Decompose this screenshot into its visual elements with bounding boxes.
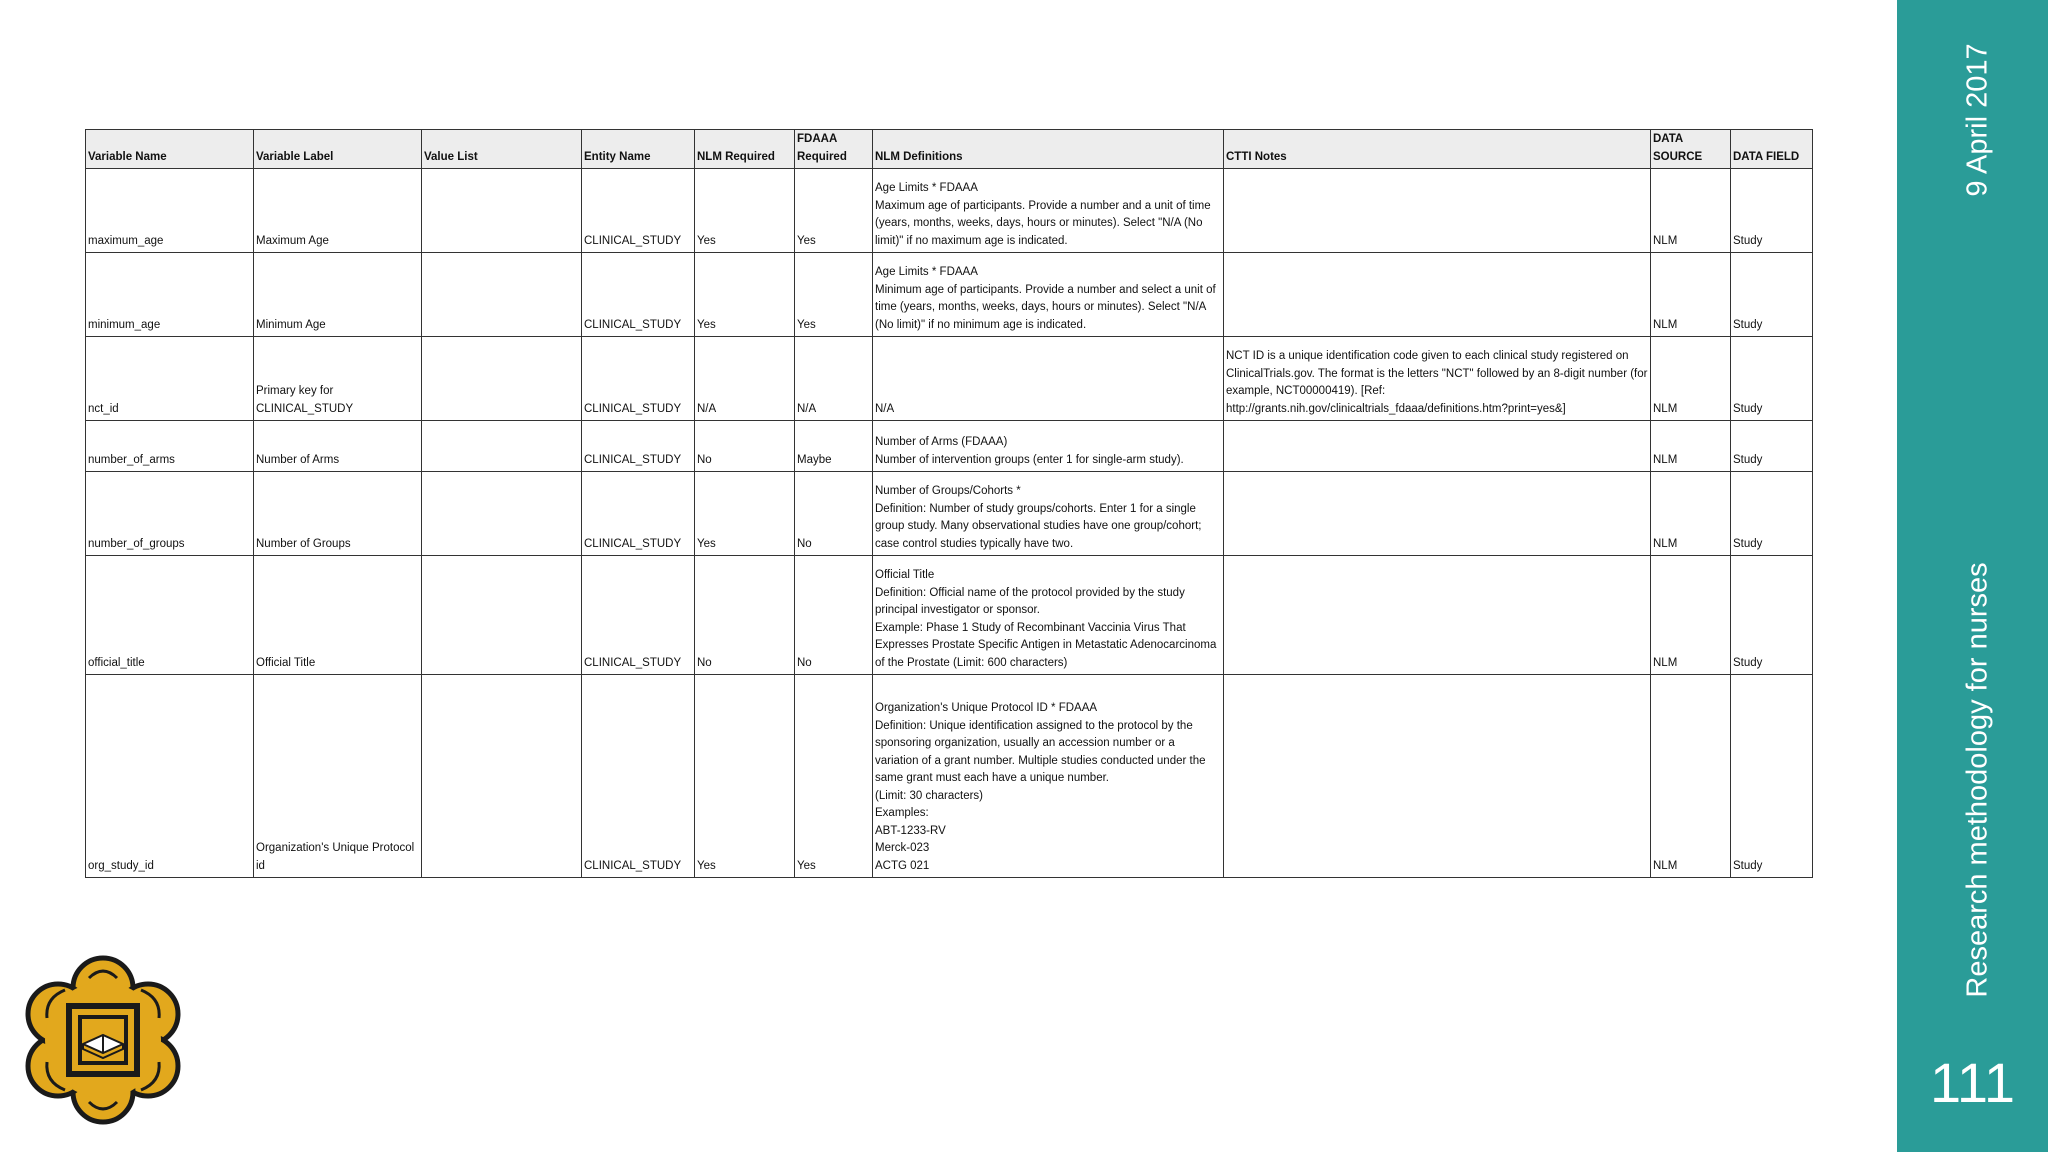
- cell-variable-label: Maximum Age: [254, 169, 422, 253]
- cell-variable-label: Number of Groups: [254, 472, 422, 556]
- header-ctti-notes: CTTI Notes: [1224, 130, 1651, 169]
- cell-data-source: NLM: [1651, 472, 1731, 556]
- header-nlm-required: NLM Required: [695, 130, 795, 169]
- cell-data-field: Study: [1731, 472, 1813, 556]
- cell-nlm-definitions: Age Limits * FDAAA Minimum age of participants. Provide a number and select a unit of time (years, months, weeks, days, hours or minutes). Select "N/A (No limit)" if no minimum age is indicated.: [873, 253, 1224, 337]
- cell-fdaaa-required: N/A: [795, 337, 873, 421]
- cell-data-field: Study: [1731, 421, 1813, 472]
- cell-entity-name: CLINICAL_STUDY: [582, 472, 695, 556]
- cell-ctti-notes: [1224, 675, 1651, 878]
- cell-variable-name: org_study_id: [86, 675, 254, 878]
- cell-fdaaa-required: Maybe: [795, 421, 873, 472]
- cell-variable-name: official_title: [86, 556, 254, 675]
- cell-variable-name: nct_id: [86, 337, 254, 421]
- page-number: 111: [1929, 1051, 2016, 1114]
- cell-variable-label: Primary key for CLINICAL_STUDY: [254, 337, 422, 421]
- table-row: [86, 472, 1813, 556]
- cell-ctti-notes: [1224, 556, 1651, 675]
- cell-entity-name: CLINICAL_STUDY: [582, 675, 695, 878]
- cell-entity-name: CLINICAL_STUDY: [582, 337, 695, 421]
- cell-data-field: Study: [1731, 337, 1813, 421]
- cell-fdaaa-required: Yes: [795, 169, 873, 253]
- cell-entity-name: CLINICAL_STUDY: [582, 253, 695, 337]
- header-variable-name: Variable Name: [86, 130, 254, 169]
- cell-value-list: [422, 253, 582, 337]
- cell-nlm-definitions: N/A: [873, 337, 1224, 421]
- cell-nlm-required: N/A: [695, 337, 795, 421]
- slide-footer-title: Research methodology for nurses: [1961, 562, 1994, 998]
- cell-data-field: Study: [1731, 675, 1813, 878]
- cell-variable-name: number_of_groups: [86, 472, 254, 556]
- cell-variable-label: Minimum Age: [254, 253, 422, 337]
- cell-value-list: [422, 337, 582, 421]
- cell-ctti-notes: [1224, 472, 1651, 556]
- cell-variable-name: number_of_arms: [86, 421, 254, 472]
- data-dictionary-table: [85, 129, 1813, 878]
- cell-value-list: [422, 421, 582, 472]
- cell-value-list: [422, 675, 582, 878]
- cell-data-field: Study: [1731, 556, 1813, 675]
- table-row: [86, 253, 1813, 337]
- cell-nlm-definitions: Number of Arms (FDAAA) Number of intervention groups (enter 1 for single-arm study).: [873, 421, 1224, 472]
- cell-data-field: Study: [1731, 169, 1813, 253]
- table-row: [86, 337, 1813, 421]
- cell-nlm-required: No: [695, 421, 795, 472]
- table-row: [86, 675, 1813, 878]
- header-nlm-definitions: NLM Definitions: [873, 130, 1224, 169]
- cell-entity-name: CLINICAL_STUDY: [582, 421, 695, 472]
- cell-nlm-definitions: Number of Groups/Cohorts * Definition: Number of study groups/cohorts. Enter 1 for a single group study. Many observational studies have one group/cohort; case control studies typically have two.: [873, 472, 1224, 556]
- cell-variable-label: Official Title: [254, 556, 422, 675]
- cell-fdaaa-required: Yes: [795, 675, 873, 878]
- header-entity-name: Entity Name: [582, 130, 695, 169]
- university-crest-icon: [18, 955, 208, 1125]
- header-value-list: Value List: [422, 130, 582, 169]
- cell-variable-label: Number of Arms: [254, 421, 422, 472]
- slide-date: 9 April 2017: [1961, 43, 1994, 197]
- cell-nlm-required: No: [695, 556, 795, 675]
- cell-ctti-notes: [1224, 253, 1651, 337]
- cell-entity-name: CLINICAL_STUDY: [582, 556, 695, 675]
- header-data-field: DATA FIELD: [1731, 130, 1813, 169]
- cell-data-field: Study: [1731, 253, 1813, 337]
- cell-ctti-notes: [1224, 421, 1651, 472]
- cell-fdaaa-required: Yes: [795, 253, 873, 337]
- table-row: [86, 421, 1813, 472]
- cell-value-list: [422, 556, 582, 675]
- cell-fdaaa-required: No: [795, 556, 873, 675]
- header-variable-label: Variable Label: [254, 130, 422, 169]
- cell-data-source: NLM: [1651, 253, 1731, 337]
- table-row: [86, 556, 1813, 675]
- table-row: [86, 169, 1813, 253]
- header-data-source: DATA SOURCE: [1651, 130, 1731, 169]
- cell-ctti-notes: NCT ID is a unique identification code given to each clinical study registered on ClinicalTrials.gov. The format is the letters "NCT" followed by an 8-digit number (for example, NCT00000419). [Ref: http://grants.nih.gov/clinicaltrials_fdaaa/definitions.htm?print=yes&]: [1224, 337, 1651, 421]
- cell-entity-name: CLINICAL_STUDY: [582, 169, 695, 253]
- cell-nlm-definitions: Organization's Unique Protocol ID * FDAAA Definition: Unique identification assigned to the protocol by the sponsoring organization, usually an accession number or a variation of a grant number. Multiple studies conducted under the same grant must each have a unique number. (Limit: 30 characters) Examples: ABT-1233-RV Merck-023 ACTG 021: [873, 675, 1224, 878]
- cell-ctti-notes: [1224, 169, 1651, 253]
- cell-nlm-required: Yes: [695, 472, 795, 556]
- cell-data-source: NLM: [1651, 421, 1731, 472]
- cell-nlm-required: Yes: [695, 675, 795, 878]
- cell-nlm-definitions: Official Title Definition: Official name of the protocol provided by the study principal investigator or sponsor. Example: Phase 1 Study of Recombinant Vaccinia Virus That Expresses Prostate Specific Antigen in Metastatic Adenocarcinoma of the Prostate (Limit: 600 characters): [873, 556, 1224, 675]
- cell-value-list: [422, 472, 582, 556]
- cell-data-source: NLM: [1651, 556, 1731, 675]
- cell-variable-name: minimum_age: [86, 253, 254, 337]
- cell-nlm-definitions: Age Limits * FDAAA Maximum age of participants. Provide a number and a unit of time (years, months, weeks, days, hours or minutes). Select "N/A (No limit)" if no maximum age is indicated.: [873, 169, 1224, 253]
- cell-data-source: NLM: [1651, 169, 1731, 253]
- cell-nlm-required: Yes: [695, 253, 795, 337]
- cell-variable-name: maximum_age: [86, 169, 254, 253]
- cell-data-source: NLM: [1651, 675, 1731, 878]
- cell-value-list: [422, 169, 582, 253]
- cell-nlm-required: Yes: [695, 169, 795, 253]
- cell-variable-label: Organization's Unique Protocol id: [254, 675, 422, 878]
- header-fdaaa-required: FDAAA Required: [795, 130, 873, 169]
- table-header-row: [86, 130, 1813, 169]
- cell-fdaaa-required: No: [795, 472, 873, 556]
- cell-data-source: NLM: [1651, 337, 1731, 421]
